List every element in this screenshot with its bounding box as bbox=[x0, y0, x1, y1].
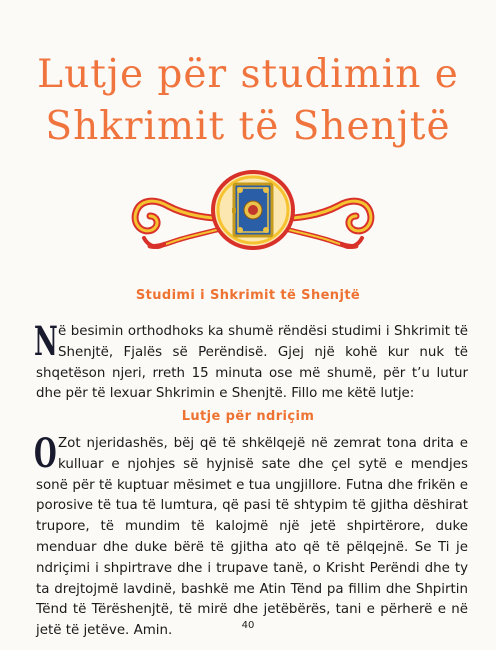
section-heading-study: Studimi i Shkrimit të Shenjtë bbox=[135, 288, 361, 303]
gospel-book-ornament bbox=[128, 168, 378, 252]
gospel-book-icon bbox=[232, 184, 272, 236]
paragraph-prayer-text: Zot njeridashës, bëj që të shkëlqejë në zemrat tona drita e kulluar e njohjes së hyjnisë sate dhe çel sytë e mendjes sonë për të kuptuar mësimet e tua ungjillore. Futna dhe frikën e porosive të tua të lumtura, që pasi të shtypim të gjitha dëshirat trupore, të mundim të kalojmë një jetë shpirtërore, duke menduar dhe duke bërë të gjitha ato që të pëlqejnë. Se Ti je ndriçimi i shpirtrave dhe i trupave tanë, o Krisht Perëndi dhe ty ta drejtojmë lavdinë, bashkë me Atin Tënd pa fillim dhe Shpirtin Tënd të Tërëshenjtë, të mirë dhe jetëbërës, tani e përherë e në jetë të jetëve. Amin. bbox=[36, 436, 468, 639]
paragraph-prayer bbox=[34, 430, 468, 642]
page-number: 40 bbox=[241, 620, 255, 631]
paragraph-study-text: ë besimin orthodhoks ka shumë rëndësi studimi i Shkrimit të Shenjtë, Fjalës së Perëndisë. Gjej një kohë kur nuk të shqetëson njeri, rreth 15 minuta ose më shumë, për t’u lutur dhe për të lexuar Shkrimin e Shenjtë. Fillo me këtë lutje: bbox=[36, 324, 468, 402]
page-title-line-2: Shkrimit të Shenjtë bbox=[45, 104, 451, 149]
paragraph-study bbox=[34, 318, 468, 405]
drop-cap-n: N bbox=[34, 318, 58, 365]
section-heading-prayer: Lutje për ndriçim bbox=[181, 409, 315, 424]
drop-cap-o: O bbox=[34, 430, 57, 477]
page-title-line-1: Lutje për studimin e bbox=[37, 52, 459, 97]
